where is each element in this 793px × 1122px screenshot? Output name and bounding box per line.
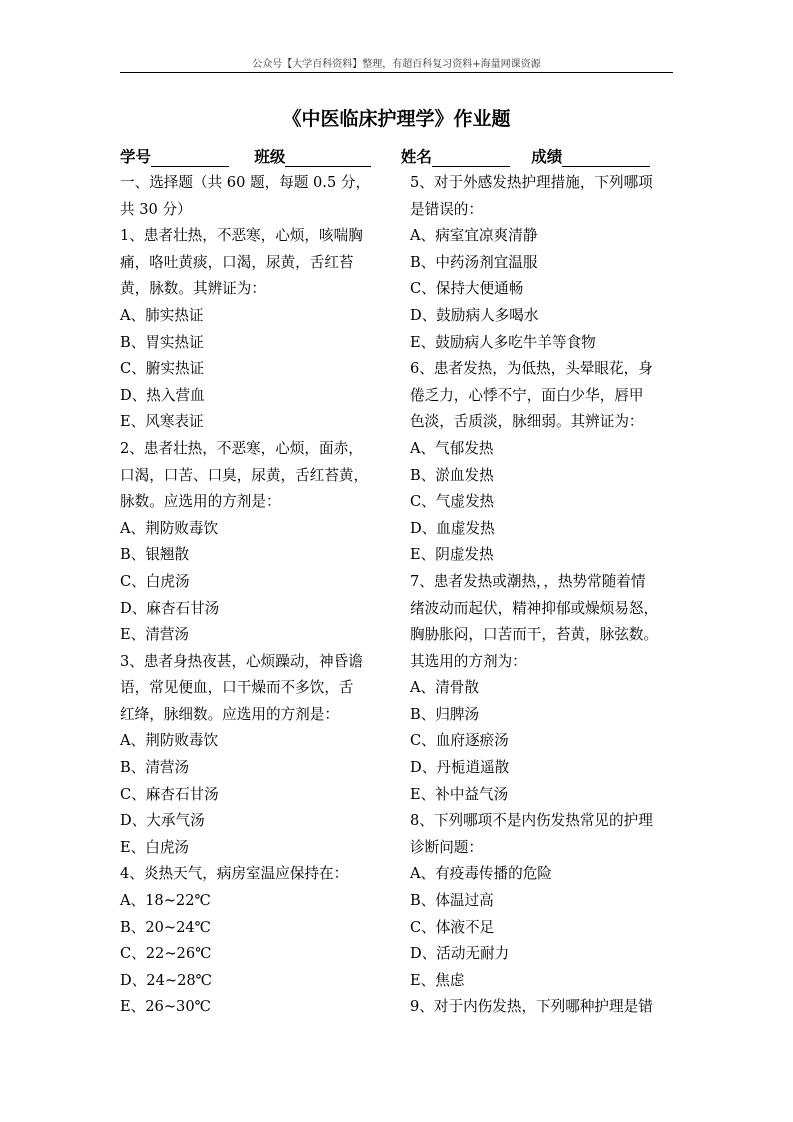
text-line: 一、选择题（共 60 题，每题 0.5 分， <box>120 174 371 191</box>
text-line: 倦乏力，心悸不宁，面白少华，唇甲 <box>410 386 644 404</box>
text-line: C、白虎汤 <box>120 572 190 590</box>
text-line: A、有疫毒传播的危险 <box>410 865 552 883</box>
text-line: A、清骨散 <box>410 679 479 697</box>
text-line: 痛，咯吐黄痰，口渴，尿黄，舌红苔 <box>120 253 354 271</box>
text-line: 9、对于内伤发热，下列哪种护理是错 <box>410 998 653 1016</box>
text-line: D、血虚发热 <box>410 519 495 537</box>
text-line: E、阴虚发热 <box>410 546 494 564</box>
text-line: E、白虎汤 <box>120 838 190 856</box>
student-id-field[interactable] <box>120 145 229 167</box>
header-note: 公众号【大学百科资料】整理，有超百科复习资料+海量网课资源 <box>252 59 541 70</box>
text-line: 6、患者发热，为低热，头晕眼花，身 <box>410 360 653 378</box>
text-line: 色淡，舌质淡，脉细弱。其辨证为： <box>410 413 644 431</box>
text-line: 黄，脉数。其辨证为： <box>120 280 266 298</box>
blank-line <box>151 150 229 167</box>
text-line: E、焦虑 <box>410 971 465 989</box>
student-info-fields <box>120 145 664 167</box>
text-line: C、血府逐瘀汤 <box>410 732 509 750</box>
field-label: 姓名 <box>400 148 432 166</box>
text-line: A、荆防败毒饮 <box>120 732 219 750</box>
text-line: D、活动无耐力 <box>410 945 510 963</box>
blank-line <box>562 150 650 167</box>
text-line: E、鼓励病人多吃牛羊等食物 <box>410 333 596 351</box>
text-line: 口渴，口苦、口臭，尿黄，舌红苔黄， <box>120 466 369 484</box>
blank-line <box>432 150 510 167</box>
text-line: 语，常见便血，口干燥而不多饮，舌 <box>120 679 354 697</box>
text-line: 1、患者壮热，不恶寒，心烦，咳喘胸 <box>120 227 363 245</box>
page-title: 《中医临床护理学》作业题 <box>282 108 511 130</box>
text-line: B、清营汤 <box>120 759 190 777</box>
text-line: 7、患者发热或潮热，，热势常随着情 <box>410 572 646 590</box>
text-line: 2、患者壮热，不恶寒，心烦，面赤， <box>120 439 363 457</box>
text-line: B、20~24℃ <box>120 918 212 936</box>
text-line: 胸胁胀闷，口苦而干，苔黄，脉弦数。 <box>410 626 659 644</box>
text-line: C、麻杏石甘汤 <box>120 785 219 803</box>
text-line: C、腑实热证 <box>120 360 205 378</box>
text-line: 4、炎热天气，病房室温应保持在： <box>120 865 349 883</box>
text-line: D、大承气汤 <box>120 812 205 830</box>
text-line: 5、对于外感发热护理措施，下列哪项 <box>410 174 653 191</box>
text-line: D、24~28℃ <box>120 971 212 989</box>
text-line: C、气虚发热 <box>410 493 495 511</box>
name-field[interactable] <box>401 145 510 167</box>
text-line: B、中药汤剂宜温服 <box>410 253 538 271</box>
text-line: 其选用的方剂为： <box>410 652 527 670</box>
text-line: 是错误的： <box>410 200 483 218</box>
text-line: B、淤血发热 <box>410 466 494 484</box>
text-line: B、归脾汤 <box>410 705 480 723</box>
text-line: A、肺实热证 <box>120 306 204 324</box>
text-line: E、26~30℃ <box>120 998 211 1016</box>
text-line: 脉数。应选用的方剂是： <box>120 493 281 511</box>
text-line: E、风寒表证 <box>120 413 204 431</box>
text-line: A、荆防败毒饮 <box>120 519 219 537</box>
text-line: B、体温过高 <box>410 892 494 910</box>
field-label: 班级 <box>254 148 286 166</box>
text-line: 3、患者身热夜甚，心烦躁动，神昏谵 <box>120 652 363 670</box>
blank-line <box>285 150 371 167</box>
field-label: 学号 <box>120 148 152 166</box>
text-line: 8、下列哪项不是内伤发热常见的护理 <box>410 812 653 830</box>
text-line: C、保持大便通畅 <box>410 280 524 298</box>
text-line: D、丹栀逍遥散 <box>410 759 510 777</box>
text-line: E、补中益气汤 <box>410 785 509 803</box>
text-line: 诊断问题： <box>410 838 483 856</box>
field-label: 成绩 <box>531 148 563 166</box>
text-line: 红绛，脉细数。应选用的方剂是： <box>120 705 339 723</box>
score-field[interactable] <box>531 145 650 167</box>
class-field[interactable] <box>254 145 371 167</box>
text-line: D、鼓励病人多喝水 <box>410 306 539 324</box>
text-line: B、银翘散 <box>120 546 190 564</box>
text-line: 共 30 分） <box>120 200 192 218</box>
text-line: C、22~26℃ <box>120 945 212 963</box>
text-line: A、气郁发热 <box>410 439 494 457</box>
text-line: A、病室宜凉爽清静 <box>410 227 538 245</box>
header-divider <box>120 72 673 73</box>
text-line: D、热入营血 <box>120 386 205 404</box>
text-line: 绪波动而起伏，精神抑郁或燥烦易怒， <box>410 599 659 617</box>
text-line: E、清营汤 <box>120 626 190 644</box>
right-column <box>410 170 685 1021</box>
text-line: A、18~22℃ <box>120 892 211 910</box>
text-line: C、体液不足 <box>410 918 495 936</box>
text-line: B、胃实热证 <box>120 333 204 351</box>
text-line: D、麻杏石甘汤 <box>120 599 220 617</box>
left-column <box>120 170 395 1021</box>
